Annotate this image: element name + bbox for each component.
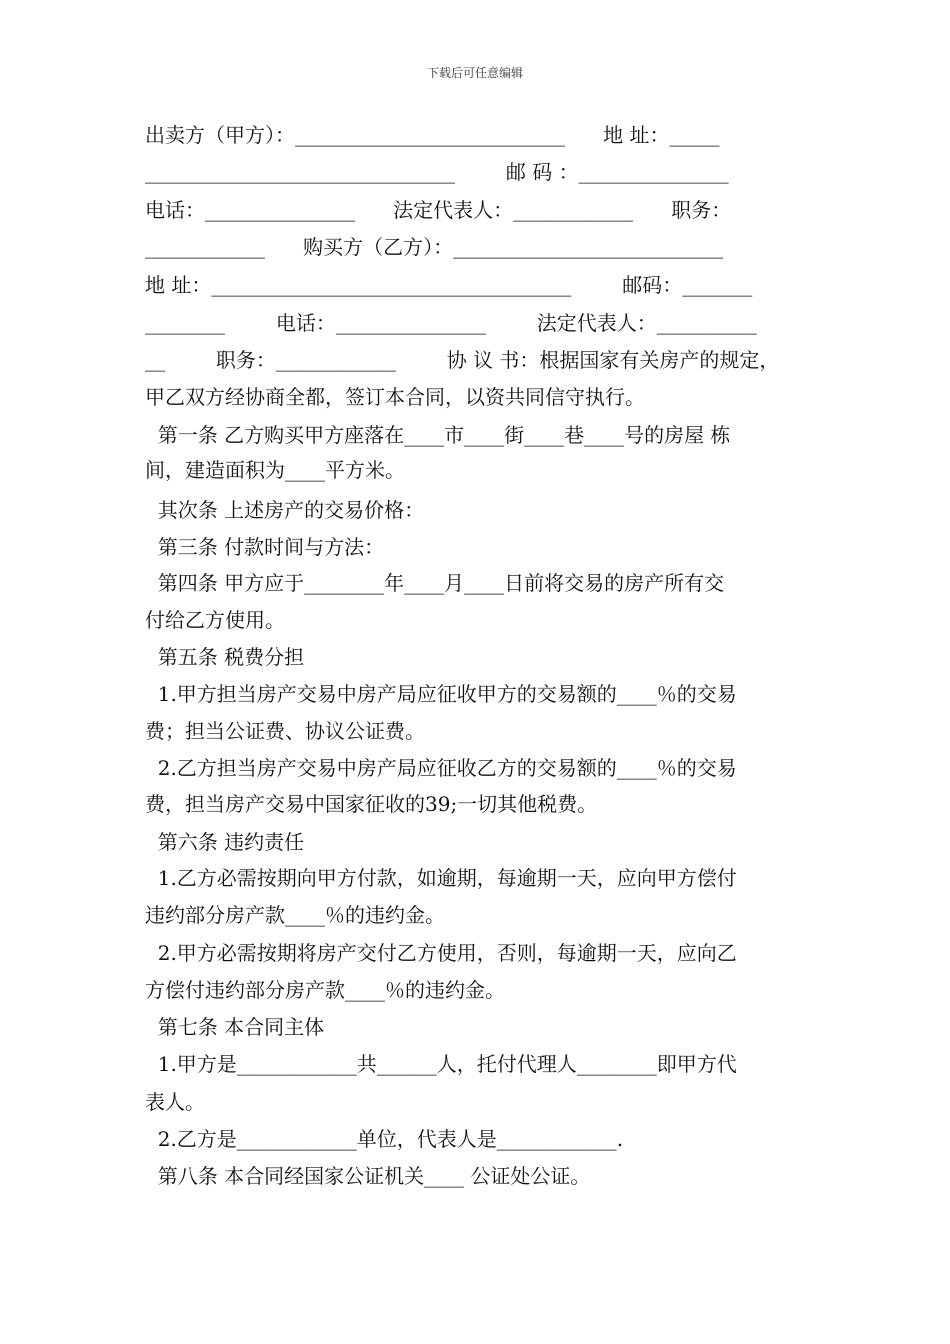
body-line: 第八条 本合同经国家公证机关____ 公证处公证。 [145,1164,591,1188]
body-line: 电话：_______________ 法定代表人：____________ 职务： [145,198,732,222]
body-line: 2.乙方担当房产交易中房产局应征收乙方的交易额的____％的交易 [145,756,737,780]
body-line: 付给乙方使用。 [145,608,285,632]
body-line: 1.甲方是____________共______人，托付代理人________即甲方代 [145,1052,737,1076]
body-line: 甲乙双方经协商全都，签订本合同，以资共同信守执行。 [145,385,645,409]
body-line: 表人。 [145,1090,205,1114]
body-line: __ 职务：____________ 协 议 书：根据国家有关房产的规定， [145,348,780,372]
body-line: 2.甲方必需按期将房产交付乙方使用，否则，每逾期一天，应向乙 [145,941,737,965]
body-line: ____________ 购买方（乙方）：___________________________ [145,235,724,259]
body-line: 第六条 违约责任 [145,830,305,854]
body-line: 第三条 付款时间与方法： [145,535,385,559]
body-line: 1.乙方必需按期向甲方付款，如逾期，每逾期一天，应向甲方偿付 [145,866,737,890]
body-line: 第五条 税费分担 [145,645,305,669]
body-line: 第四条 甲方应于________年____月____日前将交易的房产所有交 [145,571,725,595]
page-header: 下载后可任意编辑 [426,66,523,80]
body-line: 出卖方（甲方）：___________________________ 地 址：_____ [145,123,720,147]
body-line: 费，担当房产交易中国家征收的39;一切其他税费。 [145,792,598,816]
body-line: 1.甲方担当房产交易中房产局应征收甲方的交易额的____％的交易 [145,682,737,706]
body-line: _______________________________ 邮 码 ：_______________ [145,160,729,184]
body-line: 方偿付违约部分房产款____％的违约金。 [145,978,505,1002]
body-line: ________ 电话：_______________ 法定代表人：__________ [145,311,757,335]
body-line: 第七条 本合同主体 [145,1015,325,1039]
body-line: 其次条 上述房产的交易价格： [145,498,425,522]
body-line: 第一条 乙方购买甲方座落在____市____街____巷____号的房屋 栋 [145,423,731,447]
body-line: 违约部分房产款____％的违约金。 [145,903,445,927]
body-line: 间，建造面积为____平方米。 [145,458,405,482]
body-line: 费；担当公证费、协议公证费。 [145,719,425,743]
body-line: 2.乙方是____________单位，代表人是____________. [145,1127,624,1151]
body-line: 地 址：____________________________________ 邮码：_______ [145,273,753,297]
